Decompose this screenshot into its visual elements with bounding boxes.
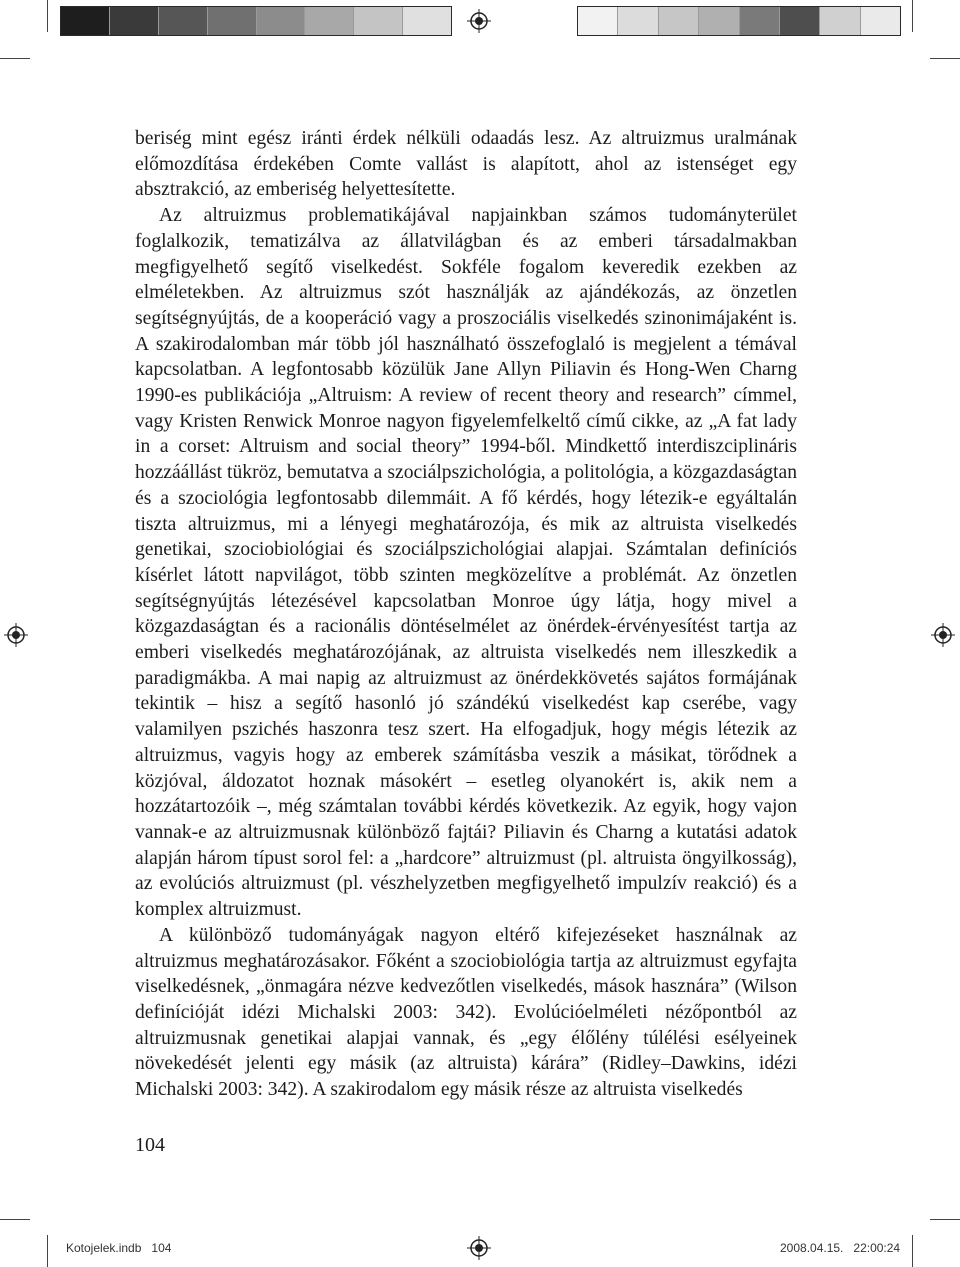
color-swatch xyxy=(208,7,257,35)
paragraph: Az altruizmus problematikájával napjainkban számos tudományterület foglalkozik, tematizálva az állatvilágban és az emberi társadalmakban megfigyelhető segítő viselkedést. Sokféle fogalom keveredik ezekben az elméletekben. Az altruizmus szót használják az ajándékozás, az önzetlen segítségnyújtás, de a kooperáció vagy a proszociális viselkedés szinonimájaként is. A szakirodalomban már több jól használható összefoglaló is megjelent a témával kapcsolatban. A legfontosabb közülük Jane Allyn Piliavin és Hong-Wen Charng 1990-es publikációja „Altruism: A review of recent theory and research” címmel, vagy Kristen Renwick Monroe nagyon figyelemfelkeltő című cikke, az „A fat lady in a corset: Altruism and social theory” 1994-ből. Mindkettő interdiszciplináris hozzáállást tükröz, bemutatva a szociálpszichológia, a politológia, a közgazdaságtan és a szociológia legfontosabb dilemmáit. A fő kérdés, hogy létezik-e egyáltalán tiszta altruizmus, mi a lényegi meghatározója, és mik az altruista viselkedés genetikai, szociobiológiai és szociálpszichológiai alapjai. Számtalan definíciós kísérlet látott napvilágot, több szinten megközelítve a problémát. Az önzetlen segítségnyújtás létezésével kapcsolatban Monroe úgy látja, hogy mivel a közgazdaságtan és a racionális döntéselmélet az önérdek-érvényesítést tartja az emberi viselkedés meghatározójának, az altruista viselkedés nem illeszkedik a paradigmákba. A mai napig az altruizmust az önérdekkövetés sajátos formájának tekintik – hisz a segítő hasonló jó szándékú viselkedést kap cserébe, vagy valamilyen pszichés haszonra tesz szert. Ha elfogadjuk, hogy mégis létezik az altruizmus, vagyis hogy az emberek számításba veszik a másikat, törődnek a közjóval, áldozatot hoznak másokért – esetleg olyanokért is, akik nem a hozzátartozóik –, még számtalan további kérdés következik. Az egyik, hogy vajon vannak-e az altruizmusnak különböző fajtái? Piliavin és Charng a kutatási adatok alapján három típust sorol fel: a „hardcore” altruizmust (pl. altruista öngyilkosság), az evolúciós altruizmust (pl. vészhelyzetben megfigyelhető impulzív reakció) és a komplex altruizmust. xyxy=(135,205,797,921)
color-swatch xyxy=(257,7,306,35)
page-number: 104 xyxy=(135,1134,165,1156)
color-swatch xyxy=(861,7,900,35)
crop-mark xyxy=(930,58,960,59)
slug-timestamp: 2008.04.15. 22:00:24 xyxy=(780,1241,901,1255)
crop-mark xyxy=(912,0,913,32)
color-swatch xyxy=(354,7,403,35)
color-swatch xyxy=(820,7,860,35)
color-swatch xyxy=(659,7,699,35)
crop-mark xyxy=(912,1235,913,1267)
color-swatch xyxy=(61,7,110,35)
registration-mark-right-icon xyxy=(931,623,955,647)
color-swatch xyxy=(578,7,618,35)
color-swatch xyxy=(403,7,451,35)
paragraph: beriség mint egész iránti érdek nélküli odaadás lesz. Az altruizmus uralmának előmozdítása érdekében Comte vallást is alapított, ahol az istenséget egy absztrakció, az emberiség helyettesítette. xyxy=(135,128,797,201)
crop-mark xyxy=(0,58,30,59)
crop-mark xyxy=(0,1219,30,1220)
crop-mark xyxy=(930,1219,960,1220)
paragraph: A különböző tudományágak nagyon eltérő kifejezéseket használnak az altruizmus meghatározásakor. Főként a szociobiológia tartja az altruizmust egyfajta viselkedésnek, „önmagára nézve kedvezőtlen viselkedés, mások hasznára” (Wilson definícióját idézi Michalski 2003: 342). Evolúcióelméleti nézőpontból az altruizmusnak genetikai alapjai vannak, és „egy élőlény túlélési esélyeinek növekedését jelenti egy másik (az altruista) kárára” (Ridley–Dawkins, idézi Michalski 2003: 342). A szakirodalom egy másik része az altruista viselkedés xyxy=(135,924,797,1101)
color-swatch xyxy=(159,7,208,35)
color-swatch xyxy=(305,7,354,35)
color-bar-right xyxy=(577,6,901,36)
crop-mark xyxy=(47,0,48,32)
crop-mark xyxy=(47,1235,48,1267)
registration-mark-bottom-icon xyxy=(467,1236,491,1260)
registration-mark-left-icon xyxy=(4,623,28,647)
color-swatch xyxy=(618,7,658,35)
slug-file: Kotojelek.indb 104 xyxy=(66,1241,172,1255)
color-bar-left xyxy=(60,6,452,36)
color-swatch xyxy=(740,7,780,35)
color-swatch xyxy=(110,7,159,35)
color-swatch xyxy=(699,7,739,35)
color-swatch xyxy=(780,7,820,35)
body-text xyxy=(135,126,797,1103)
registration-mark-top-icon xyxy=(467,9,491,33)
